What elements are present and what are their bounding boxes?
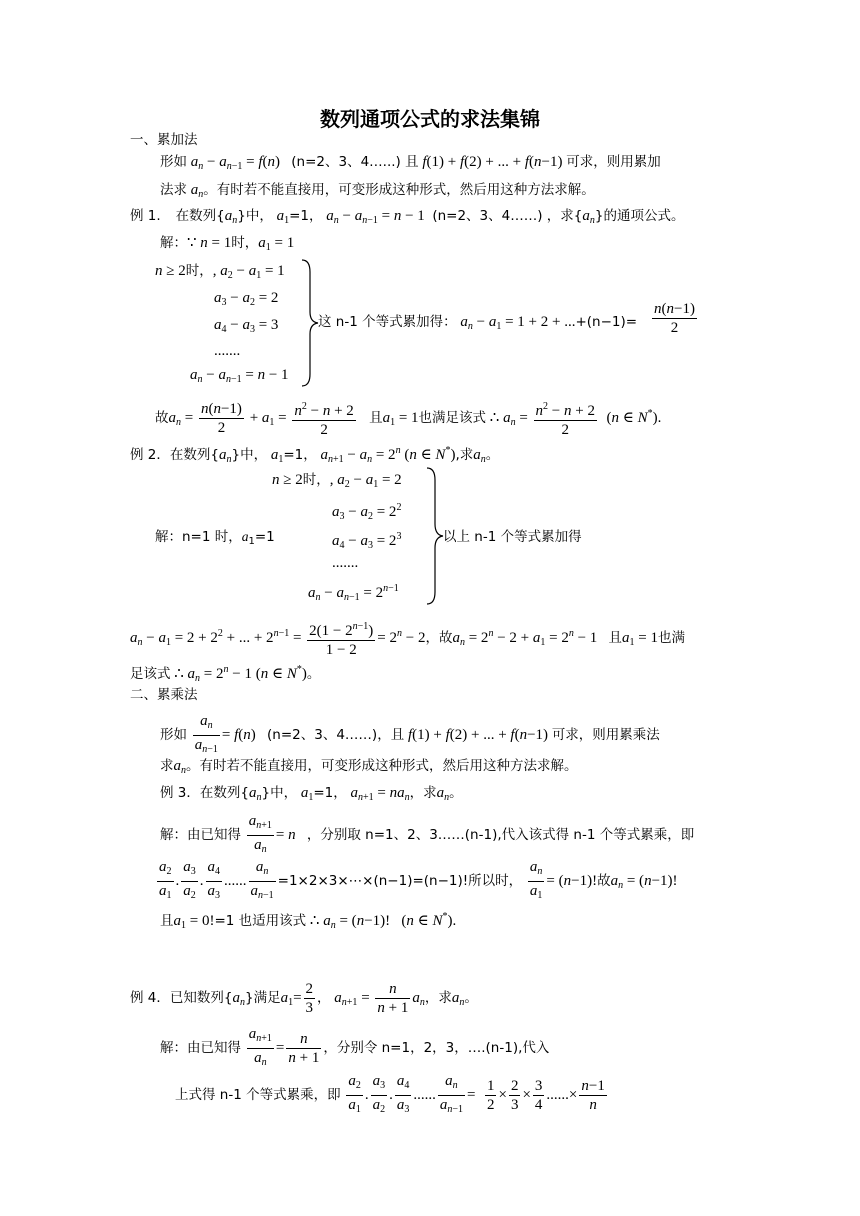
- example1-eq-last: $a_n - a_{n-1} = n - 1$: [190, 367, 289, 385]
- sec2-intro-line1: 形如 $\frac{a_n}{a_{n-1}}$ = f(n) (n=2、3、4……)，且 f(1) + f(2) + ... + f(n−1) 可求，则用累乘法: [160, 713, 660, 755]
- example1-sum-fraction: $\frac{n(n-1)}{2}$: [654, 301, 695, 336]
- sec1-intro-suffix: 可求，则用累加: [566, 154, 661, 170]
- example1-conclusion: 故$a_n$ = $\frac{n(n-1)}{2}$ + $a_1$ = $\frac{n^2 - n + 2}{2}$ 且$a_1 = 1$也满足该式 ∴ $a_n$ = $\frac{n^2 - n + 2}{2}$ (n ∈ N*).: [155, 398, 661, 439]
- page-title: 数列通项公式的求法集锦: [320, 107, 540, 131]
- example2-text-c: =1，: [283, 447, 317, 463]
- example2-statement: 例 2．在数列$\{a_n\}$中， $a_1=1$， $a_{n+1} - a_n = 2^n$ (n ∈ N*),求$a_n$。: [130, 445, 500, 465]
- example3-product-tail: =1×2×3×⋯×(n−1)=(n−1)!所以时，: [277, 872, 523, 889]
- example3-text-b: }中，: [261, 785, 298, 801]
- example3-sol-b: ，分别取 n=1、2、3……(n-1),代入该式得 n-1 个等式累乘，即: [306, 826, 695, 843]
- example4-sol-b: ，分别令 n=1，2，3，….(n-1),代入: [323, 1039, 550, 1056]
- example1-eq-1: n ≥ 2时，, $a_2 - a_1 = 1$: [155, 263, 285, 281]
- example2-conclude-a: ，故: [425, 629, 453, 646]
- sec2-intro-prefix: 形如: [160, 726, 187, 743]
- example1-text-b: }中，: [237, 208, 273, 224]
- example3-label: 例 3．在数列{: [160, 785, 249, 801]
- sec1-intro2-prefix: 法求: [160, 182, 187, 198]
- example2-solution-label: 解：n=1 时，: [155, 529, 242, 545]
- example2-text-d: ,求: [455, 447, 474, 463]
- example2-sum: $a_n - a_1 = 2 + 2^2$ + ... + $2^{n-1}$ = $\frac{2(1 - 2^{n-1})}{1 - 2}$ = $2^n - 2$，故$a_n = 2^n - 2 + a_1 = 2^n - 1$ 且$a_1 = 1$也满: [130, 618, 685, 659]
- example3-conclusion: 且$a_1 = 0!=1$ 也适用该式 ∴ $a_n = (n-1)$! (n ∈ N*).: [160, 911, 457, 931]
- example2-conclude-c: 也满: [658, 629, 686, 646]
- example4-solution-line1: 解：由已知得 $\frac{a_{n+1}}{a_n}$ = $\frac{n}{n + 1}$ ，分别令 n=1，2，3，….(n-1),代入: [160, 1026, 550, 1068]
- example3-solution-line1: 解：由已知得 $\frac{a_{n+1}}{a_n}$ = n ，分别取 n=1、2、3……(n-1),代入该式得 n-1 个等式累乘，即: [160, 813, 695, 855]
- example2-eq-2: $a_3 - a_2 = 2^2$: [332, 502, 402, 522]
- example2-label: 例 2．在数列{: [130, 447, 219, 463]
- example1-text-d: (n=2、3、4……) ，求{: [432, 208, 583, 224]
- example3-text-d: ，求: [409, 785, 437, 801]
- example2-eq-dots: .......: [332, 555, 359, 571]
- example1-solution-start: 解：∵ n = 1时，$a_1 = 1$: [160, 235, 295, 253]
- sec1-intro-line1: 形如 $a_n - a_{n-1} = f(n)$ (n=2、3、4…...) 且 f(1) + f(2) + ... + f(n−1) 可求，则用累加: [160, 154, 661, 172]
- example4-text-c: ，: [317, 989, 331, 1006]
- sec1-intro-mid: (n=2、3、4…...) 且: [291, 154, 419, 170]
- example2-solution-start: 解：n=1 时，$a_1=1$: [155, 529, 275, 547]
- example3-sol-a: 解：由已知得: [160, 826, 241, 843]
- example1-text-e: }的通项公式。: [594, 208, 685, 224]
- example3-statement: 例 3．在数列$\{a_n\}$中， $a_1=1$， $a_{n+1} = na_n$，求$a_n$。: [160, 785, 463, 803]
- example4-statement: 例 4．已知数列$\{a_n\}$满足$a_1=$ $\frac{2}{3}$ ， $a_{n+1}$ = $\frac{n}{n + 1}$ $a_n$，求$a_n$。: [130, 981, 478, 1016]
- section-heading-accumulate-multiply: 二、累乘法: [130, 687, 198, 703]
- sec1-intro-line2: 法求 $a_n$。有时若不能直接用，可变形成这种形式，然后用这种方法求解。: [160, 182, 595, 200]
- example1-text-c: =1，: [289, 208, 323, 224]
- example2-conclude2: 足该式: [130, 666, 171, 682]
- sec2-intro-mid: (n=2、3、4……)，且: [267, 726, 405, 743]
- example2-solution-a1: =1: [254, 529, 275, 545]
- example3-product: $\frac{a_2}{a_1}$ . $\frac{a_3}{a_2}$ . $\frac{a_4}{a_3}$ ...... $\frac{a_n}{a_{n-1}}$ =1×2×3×⋯×(n−1)=(n−1)!所以时， $\frac{a_n}{a_1}$ = (n−1)!故$a_n = (n-1)$!: [159, 859, 678, 901]
- example3-text-c: =1，: [313, 785, 347, 801]
- example1-solution-when: 时，: [231, 235, 259, 251]
- example4-text-d: ，求: [424, 989, 452, 1006]
- example2-eq1-when: 时，: [302, 472, 330, 488]
- example1-eq-3: $a_4 - a_3 = 3$: [214, 317, 279, 335]
- example1-also: 且: [369, 409, 383, 426]
- example2-text-e: 。: [485, 447, 500, 463]
- sec1-intro2-text: 。有时若不能直接用，可变形成这种形式，然后用这种方法求解。: [203, 182, 595, 198]
- sec1-intro-prefix: 形如: [160, 154, 187, 170]
- example2-right-brace: [425, 466, 445, 606]
- sec2-intro2-text: 。有时若不能直接用，可变形成这种形式，然后用这种方法求解。: [186, 758, 578, 774]
- example1-so: 故: [155, 409, 169, 426]
- example4-sol-a: 解：由已知得: [160, 1039, 241, 1056]
- example4-label: 例 4．已知数列{: [130, 989, 233, 1006]
- example4-text-b: }满足: [244, 989, 281, 1006]
- example4-text-e: 。: [464, 989, 478, 1006]
- example2-conclusion: 足该式 ∴ $a_n = 2^n - 1$ (n ∈ N*)。: [130, 664, 321, 684]
- example1-sum-result: 这 n-1 个等式累加得： $a_n - a_1 = 1 + 2 + ...+(n-1)=$: [318, 314, 638, 332]
- sec2-intro-suffix: 可求，则用累乘法: [551, 726, 660, 743]
- example3-so: 故: [597, 872, 611, 889]
- example3-also-b: =1 也适用该式: [214, 913, 307, 929]
- example1-label: 例 1.: [130, 208, 161, 224]
- example1-statement: 例 1. 在数列$\{a_n\}$中， $a_1=1$， $a_n - a_{n-1} = n - 1$ (n=2、3、4……) ，求$\{a_n\}$的通项公式。: [130, 208, 685, 226]
- example1-eq-dots: .......: [214, 343, 241, 359]
- example3-text-e: 。: [449, 785, 463, 801]
- example2-eq-last: $a_n - a_{n-1} = 2^{n-1}$: [308, 583, 399, 603]
- example1-sum-tail: +(n−1)=: [575, 314, 638, 330]
- example1-text-a: 在数列{: [175, 208, 225, 224]
- example2-conclude-b: 且: [608, 629, 623, 646]
- example2-text-b: }中，: [231, 447, 268, 463]
- example1-eq-2: $a_3 - a_2 = 2$: [214, 290, 279, 308]
- example1-right-brace: [300, 258, 320, 388]
- example2-eq-1: n ≥ 2时，, $a_2 - a_1 = 2$: [272, 472, 402, 490]
- example1-solution-label: 解：: [160, 235, 187, 251]
- example3-also-a: 且: [160, 913, 174, 929]
- section-heading-accumulate-add: 一、累加法: [130, 132, 198, 148]
- example1-eq1-when: 时，: [185, 263, 213, 279]
- example4-line2: 上式得 n-1 个等式累乘，即: [175, 1086, 341, 1103]
- example1-sum-note: 这 n-1 个等式累加得：: [318, 314, 457, 330]
- example4-product: 上式得 n-1 个等式累乘，即 $\frac{a_2}{a_1}$ . $\frac{a_3}{a_2}$ . $\frac{a_4}{a_3}$ ...... $\frac{a_n}{a_{n-1}}$ = $\frac{1}{2}$ × $\frac{2}{3}$ × $\frac{3}{4}$ ......× $\frac{n-1}{n}$: [175, 1073, 605, 1115]
- sec2-intro2-prefix: 求: [160, 758, 174, 774]
- example1-also2: 也满足该式: [418, 409, 487, 426]
- example2-eq-3: $a_4 - a_3 = 2^3$: [332, 531, 402, 551]
- example2-conclude2b: 。: [306, 666, 321, 682]
- example2-sum-note: 以上 n-1 个等式累加得: [443, 529, 582, 545]
- sec2-intro-line2: 求$a_n$。有时若不能直接用，可变形成这种形式，然后用这种方法求解。: [160, 758, 578, 776]
